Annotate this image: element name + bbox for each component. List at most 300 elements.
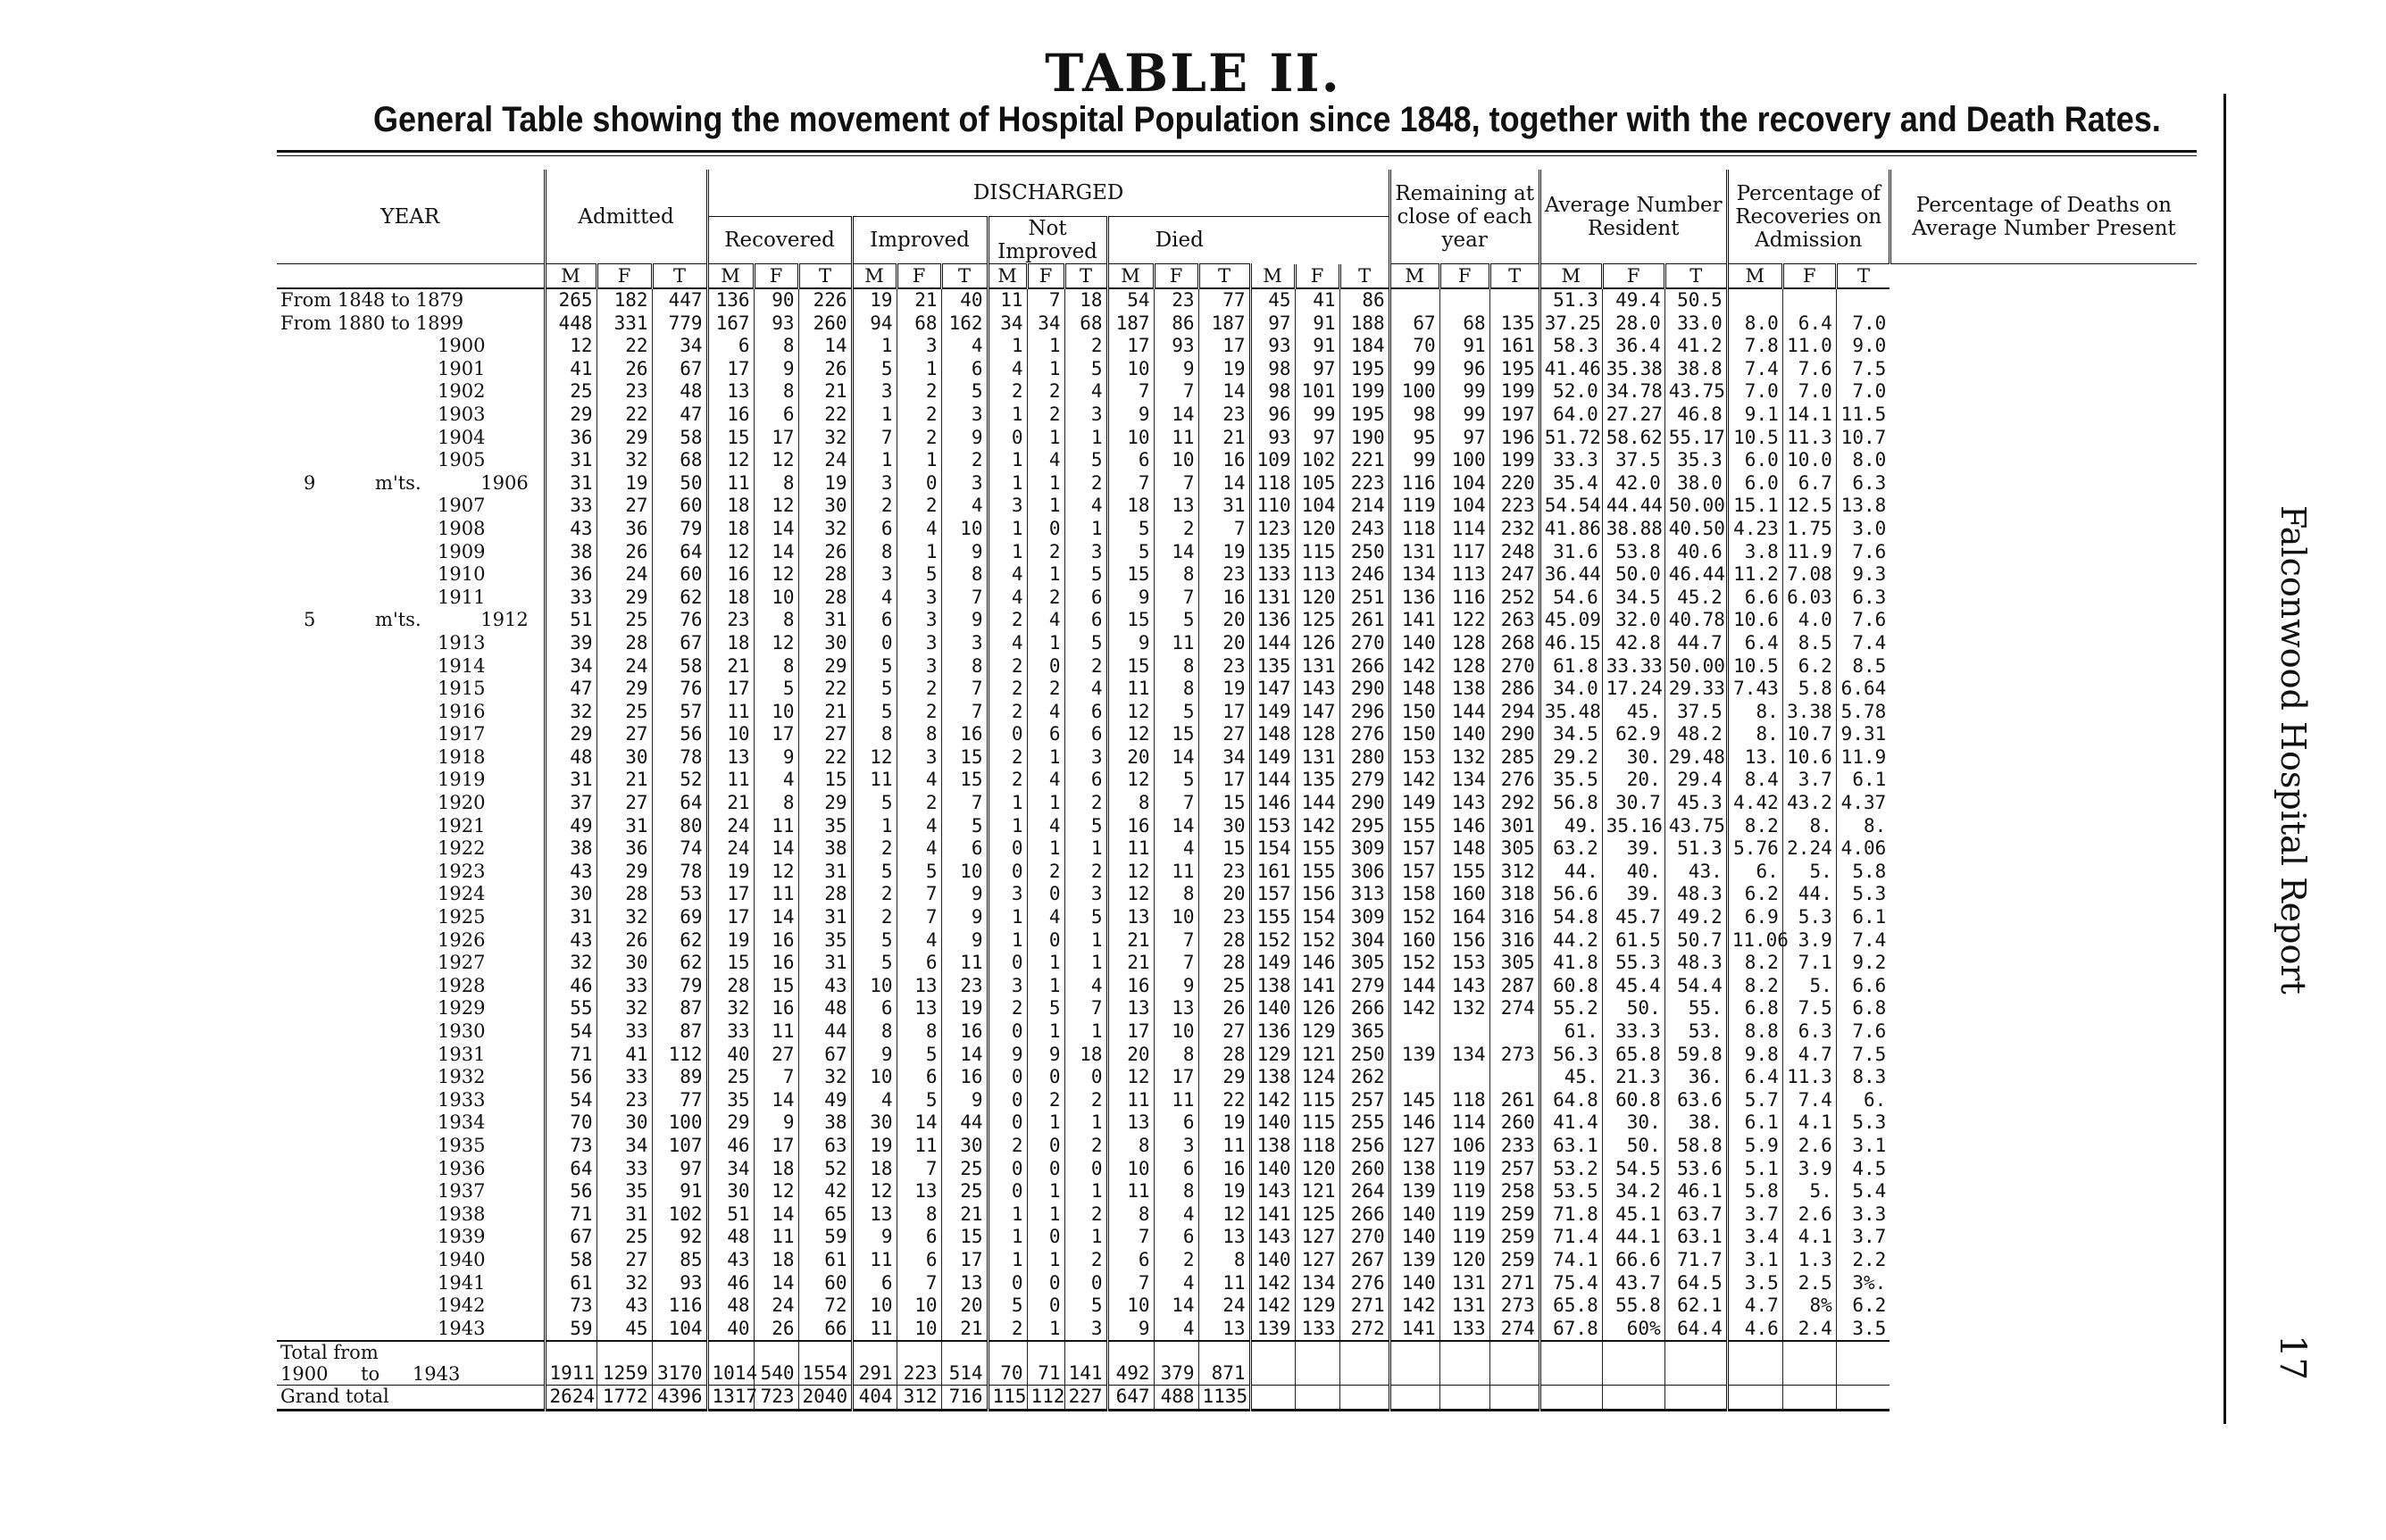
value-cell: 4 [988,358,1027,381]
value-cell: 10 [1154,1020,1198,1044]
value-cell: 5 [1154,701,1198,724]
value-cell: 7.8 [1727,335,1782,358]
value-cell: 19 [1198,358,1250,381]
value-cell: 7 [1154,792,1198,815]
value-cell: 140 [1439,723,1489,746]
value-cell: 30 [707,1180,754,1203]
value-cell: 62 [652,929,707,953]
value-cell: 5.8 [1782,678,1836,701]
value-cell: 135 [1250,541,1295,564]
table-row [277,358,2197,381]
value-cell: 161 [1250,861,1295,884]
value-cell: 34.2 [1602,1180,1664,1203]
value-cell: 11 [754,1020,798,1044]
value-cell: 267 [1339,1249,1389,1272]
value-cell: 18 [1064,1044,1107,1067]
value-cell: 9.1 [1727,404,1782,427]
value-cell: 12 [1107,723,1154,746]
value-cell: 46 [707,1135,754,1158]
value-cell: 6 [1064,769,1107,792]
year-cell: 1907 [438,495,486,517]
value-cell: 2 [988,1135,1027,1158]
value-cell: 4.1 [1782,1111,1836,1135]
table-row [277,1135,2197,1158]
value-cell: 119 [1389,495,1439,518]
value-cell: 6.4 [1727,1066,1782,1089]
value-cell: 17 [754,427,798,450]
value-cell: 134 [1439,769,1489,792]
page-title: TABLE II. [1045,43,1341,104]
year-cell: 1918 [438,745,486,768]
value-cell: 7.6 [1782,358,1836,381]
value-cell: 260 [798,312,852,336]
value-cell: 45.7 [1602,906,1664,929]
value-cell: 43 [798,975,852,998]
value-cell: 155 [1250,906,1295,929]
value-cell: 140 [1250,1158,1295,1181]
value-cell: 60 [798,1272,852,1295]
value-cell: 2 [897,792,941,815]
value-cell: 14 [798,335,852,358]
value-cell: 144 [1250,632,1295,655]
value-cell: 7.5 [1836,1044,1890,1067]
value-cell: 3 [897,609,941,632]
value-cell: 34 [652,335,707,358]
value-cell: 6.3 [1836,472,1890,495]
value-cell: 34.78 [1602,380,1664,404]
value-cell: 309 [1339,906,1389,929]
grand-total-value-cell: 1135 [1198,1386,1250,1411]
value-cell: 78 [652,746,707,770]
value-cell: 150 [1389,723,1439,746]
value-cell: 2 [1064,1135,1107,1158]
value-cell: 8 [1107,792,1154,815]
value-cell: 13.8 [1836,495,1890,518]
value-cell: 19 [1198,541,1250,564]
totals-value-cell [1389,1341,1439,1386]
table-row [277,495,2197,518]
value-cell: 2 [1064,792,1107,815]
value-cell: 2 [1154,518,1198,541]
table-row [277,952,2197,975]
value-cell: 100 [652,1111,707,1135]
subheader-m: M [1389,264,1439,289]
grand-total-value-cell: 647 [1107,1386,1154,1411]
value-cell: 38 [798,837,852,861]
grand-total-value-cell [1727,1386,1782,1411]
value-cell: 104 [652,1318,707,1342]
value-cell: 32.0 [1602,609,1664,632]
value-cell: 6. [1727,861,1782,884]
grand-total-value-cell [1602,1386,1664,1411]
value-cell: 15 [1107,563,1154,587]
value-cell: 13 [707,380,754,404]
value-cell: 18 [1064,288,1107,312]
value-cell: 41 [545,358,596,381]
value-cell: 2 [1027,678,1064,701]
value-cell: 38 [545,541,596,564]
value-cell: 45.3 [1664,792,1727,815]
grand-total-value-cell [1439,1386,1489,1411]
value-cell: 58.8 [1664,1135,1727,1158]
value-cell [1836,288,1890,312]
table-row [277,335,2197,358]
value-cell: 6.7 [1782,472,1836,495]
value-cell: 43.7 [1602,1272,1664,1295]
value-cell: 6 [1064,701,1107,724]
value-cell: 286 [1489,678,1539,701]
value-cell: 11.5 [1836,404,1890,427]
value-cell: 29 [596,587,652,610]
value-cell: 4 [754,769,798,792]
value-cell: 133 [1250,563,1295,587]
value-cell: 6 [1107,1249,1154,1272]
value-cell: 2.6 [1782,1135,1836,1158]
value-cell: 58 [545,1249,596,1272]
value-cell: 0 [988,1180,1027,1203]
value-cell: 138 [1250,975,1295,998]
value-cell: 131 [1389,541,1439,564]
value-cell: 3 [897,335,941,358]
value-cell: 2 [1027,861,1064,884]
value-cell: 157 [1389,861,1439,884]
value-cell: 5 [1064,1294,1107,1318]
value-cell: 56 [652,723,707,746]
value-cell: 6.0 [1727,472,1782,495]
value-cell: 119 [1439,1180,1489,1203]
value-cell: 45.2 [1664,587,1727,610]
year-cell: 1909 [438,540,486,562]
value-cell: 56.3 [1539,1044,1602,1067]
value-cell: 67 [798,1044,852,1067]
value-cell: 100 [1389,380,1439,404]
value-cell: 36.4 [1602,335,1664,358]
value-cell: 102 [1295,449,1339,472]
value-cell: 247 [1489,563,1539,587]
table-header [277,170,2197,288]
value-cell: 10 [1154,906,1198,929]
value-cell: 28 [798,587,852,610]
value-cell: 116 [652,1294,707,1318]
value-cell: 64 [652,541,707,564]
value-cell: 2 [897,380,941,404]
value-cell: 115 [1295,1111,1339,1135]
value-cell: 14 [897,1111,941,1135]
value-cell: 6.3 [1836,587,1890,610]
value-cell: 318 [1489,883,1539,906]
value-cell: 65.8 [1602,1044,1664,1067]
value-cell: 62 [652,587,707,610]
totals-value-cell: 492 [1107,1341,1154,1386]
value-cell: 11 [988,288,1027,312]
value-cell: 99 [1439,404,1489,427]
table-row [277,1272,2197,1295]
value-cell: 9 [852,1226,897,1249]
value-cell: 2 [988,1318,1027,1342]
value-cell: 21.3 [1602,1066,1664,1089]
value-cell: 16 [1198,587,1250,610]
value-cell: 48.3 [1664,952,1727,975]
value-cell: 46 [545,975,596,998]
value-cell: 3 [852,472,897,495]
value-cell: 33.3 [1539,449,1602,472]
year-cell: 1936 [438,1157,486,1179]
value-cell: 98 [1389,404,1439,427]
value-cell: 2 [1064,1249,1107,1272]
value-cell: 17 [1107,335,1154,358]
value-cell: 27.27 [1602,404,1664,427]
totals-value-cell [1250,1341,1295,1386]
totals-value-cell [1439,1341,1489,1386]
year-cell: 1905 [438,449,486,471]
value-cell: 33 [596,975,652,998]
value-cell: 0 [1064,1272,1107,1295]
table-row [277,1249,2197,1272]
value-cell: 76 [652,678,707,701]
value-cell: 46.1 [1664,1180,1727,1203]
value-cell: 13 [1198,1226,1250,1249]
value-cell: 15 [707,952,754,975]
value-cell: 0 [1027,1272,1064,1295]
grand-total-value-cell [1250,1386,1295,1411]
subheader-f: F [897,264,941,289]
value-cell: 21 [798,380,852,404]
value-cell: 10.7 [1782,723,1836,746]
value-cell: 2 [1027,541,1064,564]
value-cell: 66 [798,1318,852,1342]
value-cell: 5 [1107,541,1154,564]
value-cell: 3 [941,472,988,495]
value-cell: 149 [1250,952,1295,975]
value-cell: 32 [798,1066,852,1089]
grand-total-value-cell: 723 [754,1386,798,1411]
value-cell: 0 [897,472,941,495]
value-cell: 4 [988,632,1027,655]
value-cell: 1 [1027,1111,1064,1135]
value-cell: 67.8 [1539,1318,1602,1342]
value-cell: 448 [545,312,596,336]
table-row [277,975,2197,998]
value-cell: 7.0 [1836,312,1890,336]
value-cell: 5.9 [1727,1135,1782,1158]
value-cell: 152 [1250,929,1295,953]
value-cell: 8.5 [1782,632,1836,655]
value-cell: 11 [1107,1089,1154,1112]
value-cell: 50.00 [1664,655,1727,678]
value-cell: 6 [754,404,798,427]
value-cell: 99 [1295,404,1339,427]
value-cell: 34 [988,312,1027,336]
table-row [277,1158,2197,1181]
value-cell: 7 [754,1066,798,1089]
value-cell: 114 [1439,1111,1489,1135]
value-cell: 136 [1389,587,1439,610]
margin-rule [2223,94,2226,1424]
value-cell: 15 [1198,792,1250,815]
value-cell: 26 [596,929,652,953]
value-cell: 129 [1295,1020,1339,1044]
value-cell: 35 [798,815,852,838]
value-cell: 104 [1295,495,1339,518]
value-cell: 146 [1389,1111,1439,1135]
value-cell: 52.0 [1539,380,1602,404]
value-cell: 11 [852,1249,897,1272]
value-cell: 9 [1027,1044,1064,1067]
value-cell: 160 [1389,929,1439,953]
value-cell: 5 [1027,997,1064,1020]
value-cell: 6 [941,837,988,861]
value-cell: 260 [1339,1158,1389,1181]
value-cell: 13 [941,1272,988,1295]
value-cell: 12 [754,861,798,884]
totals-value-cell [1339,1341,1389,1386]
value-cell: 6 [897,1066,941,1089]
value-cell: 90 [754,288,798,312]
value-cell: 2 [852,906,897,929]
value-cell: 4 [988,563,1027,587]
value-cell: 11 [852,769,897,792]
value-cell: 9.0 [1836,335,1890,358]
table-row [277,587,2197,610]
value-cell: 0 [1064,1066,1107,1089]
value-cell: 1 [1027,1249,1064,1272]
value-cell: 41 [1295,288,1339,312]
value-cell: 8.3 [1836,1066,1890,1089]
value-cell: 118 [1295,1135,1339,1158]
table-row [277,769,2197,792]
value-cell: 16 [1198,1158,1250,1181]
value-cell: 11 [707,472,754,495]
value-cell: 29.4 [1664,769,1727,792]
value-cell: 55.2 [1539,997,1602,1020]
value-cell: 3 [897,655,941,678]
value-cell: 1 [1064,1180,1107,1203]
value-cell: 53.2 [1539,1158,1602,1181]
value-cell: 6.64 [1836,678,1890,701]
value-cell: 12 [1107,861,1154,884]
value-cell: 98 [1250,358,1295,381]
value-cell: 44. [1539,861,1602,884]
recoveries-percentage-header: Percentage of Recoveries on Admission [1727,170,1890,264]
value-cell: 21 [1107,952,1154,975]
value-cell: 34 [707,1158,754,1181]
value-cell: 140 [1250,1249,1295,1272]
value-cell: 1 [1064,837,1107,861]
value-cell: 19 [707,929,754,953]
value-cell: 10 [1154,449,1198,472]
table-row [277,563,2197,587]
value-cell: 85 [652,1249,707,1272]
value-cell: 40.78 [1664,609,1727,632]
value-cell: 4.1 [1782,1226,1836,1249]
value-cell: 43 [707,1249,754,1272]
value-cell: 18 [707,587,754,610]
year-cell: From 1880 to 1899 [280,312,464,334]
value-cell: 9 [754,358,798,381]
value-cell: 48 [707,1226,754,1249]
value-cell: 7.4 [1836,929,1890,953]
value-cell: 28 [1198,952,1250,975]
value-cell: 4 [1027,769,1064,792]
value-cell: 4 [897,769,941,792]
value-cell: 18 [707,632,754,655]
value-cell: 37 [545,792,596,815]
value-cell: 32 [707,997,754,1020]
value-cell: 28 [798,883,852,906]
value-cell: 55. [1664,997,1727,1020]
value-cell: 131 [1295,746,1339,770]
value-cell: 309 [1339,837,1389,861]
value-cell: 0 [988,952,1027,975]
value-cell: 5 [941,815,988,838]
totals-value-cell [1727,1341,1782,1386]
value-cell: 46.8 [1664,404,1727,427]
value-cell: 220 [1489,472,1539,495]
value-cell: 272 [1339,1318,1389,1342]
value-cell: 79 [652,975,707,998]
value-cell: 2 [852,495,897,518]
value-cell: 4.7 [1782,1044,1836,1067]
value-cell: 134 [1295,1272,1339,1295]
value-cell: 148 [1439,837,1489,861]
value-cell: 23 [1154,288,1198,312]
value-cell: 143 [1250,1226,1295,1249]
value-cell: 119 [1439,1203,1489,1227]
value-cell: 94 [852,312,897,336]
value-cell: 41.4 [1539,1111,1602,1135]
value-cell: 28 [596,632,652,655]
grand-total-value-cell: 716 [941,1386,988,1411]
value-cell: 261 [1489,1089,1539,1112]
totals-label [277,1341,545,1386]
value-cell: 9 [754,746,798,770]
value-cell: 6 [852,997,897,1020]
value-cell: 5 [897,861,941,884]
value-cell: 142 [1250,1089,1295,1112]
value-cell: 44.1 [1602,1226,1664,1249]
value-cell: 31 [545,906,596,929]
value-cell: 19 [852,1135,897,1158]
value-cell: 9.8 [1727,1044,1782,1067]
value-cell [1439,1020,1489,1044]
value-cell: 8 [852,723,897,746]
subheader-t: T [1064,264,1107,289]
value-cell: 32 [596,449,652,472]
value-cell: 0 [1064,1158,1107,1181]
year-cell: 1931 [438,1043,486,1065]
value-cell: 11.0 [1782,335,1836,358]
value-cell: 40.50 [1664,518,1727,541]
value-cell: 3.5 [1727,1272,1782,1295]
value-cell: 779 [652,312,707,336]
value-cell: 8 [1154,883,1198,906]
value-cell: 113 [1295,563,1339,587]
value-cell: 60 [652,495,707,518]
value-cell: 21 [941,1318,988,1342]
value-cell: 35.5 [1539,769,1602,792]
value-cell: 261 [1339,609,1389,632]
value-cell: 31 [798,609,852,632]
grand-total-value-cell: 488 [1154,1386,1198,1411]
value-cell: 1 [1064,929,1107,953]
value-cell: 9.31 [1836,723,1890,746]
table-row [277,929,2197,953]
value-cell: 34 [545,655,596,678]
value-cell: 29.48 [1664,746,1727,770]
grand-total-value-cell [1295,1386,1339,1411]
value-cell: 32 [596,1272,652,1295]
value-cell: 48.2 [1664,723,1727,746]
